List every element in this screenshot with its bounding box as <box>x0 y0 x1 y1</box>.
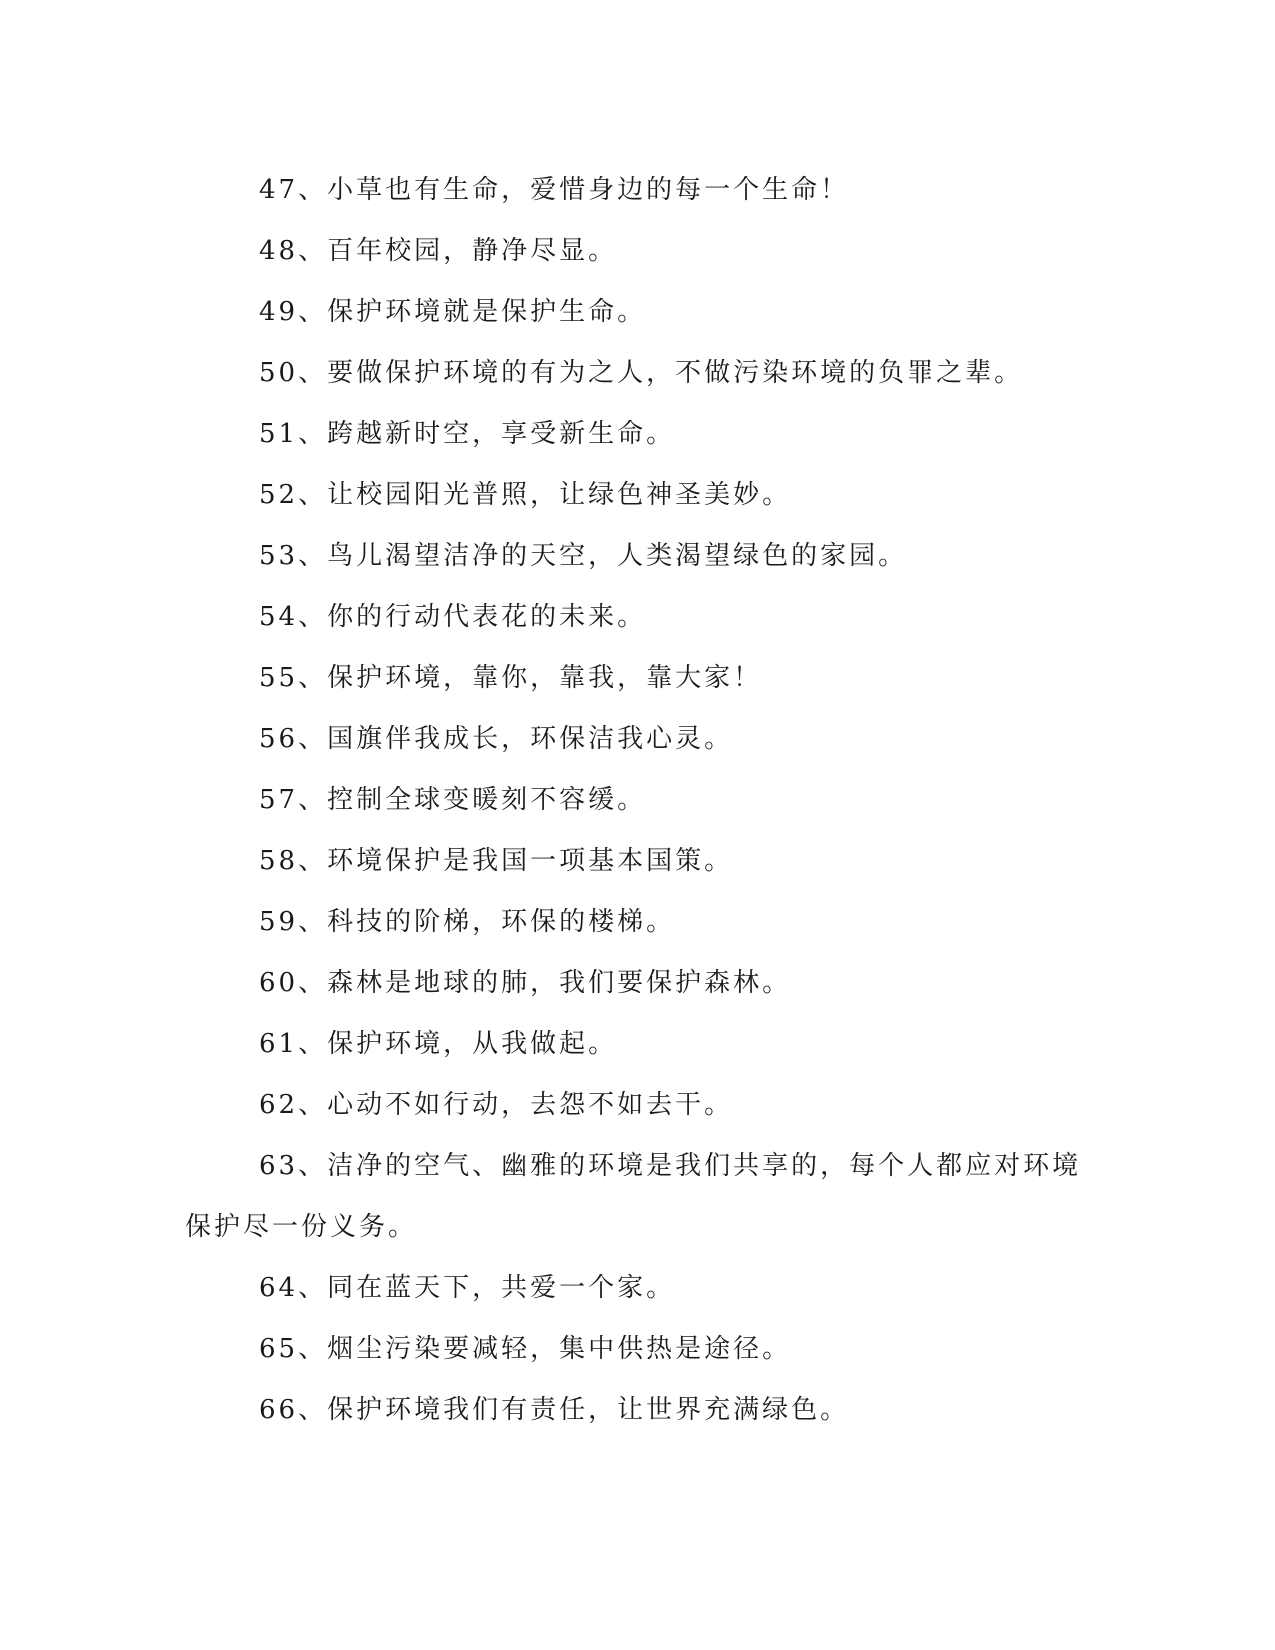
slogan-57: 57、控制全球变暖刻不容缓。 <box>259 785 647 815</box>
slogan-55: 55、保护环境，靠你，靠我，靠大家！ <box>259 663 763 693</box>
slogan-53: 53、鸟儿渴望洁净的天空，人类渴望绿色的家园。 <box>259 541 908 571</box>
slogan-66: 66、保护环境我们有责任，让世界充满绿色。 <box>259 1395 850 1425</box>
slogan-48: 48、百年校园，静净尽显。 <box>259 236 618 266</box>
slogan-63: 63、洁净的空气、幽雅的环境是我们共享的，每个人都应对环境保护尽一份义务。 <box>185 1151 1082 1242</box>
slogan-49: 49、保护环境就是保护生命。 <box>259 297 647 327</box>
slogan-60: 60、森林是地球的肺，我们要保护森林。 <box>259 968 792 998</box>
slogan-61: 61、保护环境，从我做起。 <box>259 1029 618 1059</box>
slogan-65: 65、烟尘污染要减轻，集中供热是途径。 <box>259 1334 792 1364</box>
slogan-64: 64、同在蓝天下，共爱一个家。 <box>259 1273 676 1303</box>
slogan-50: 50、要做保护环境的有为之人，不做污染环境的负罪之辈。 <box>259 358 1024 388</box>
slogan-62: 62、心动不如行动，去怨不如去干。 <box>259 1090 734 1120</box>
slogan-54: 54、你的行动代表花的未来。 <box>259 602 647 632</box>
slogan-52: 52、让校园阳光普照，让绿色神圣美妙。 <box>259 480 792 510</box>
slogan-51: 51、跨越新时空，享受新生命。 <box>259 419 676 449</box>
slogan-56: 56、国旗伴我成长，环保洁我心灵。 <box>259 724 734 754</box>
slogan-59: 59、科技的阶梯，环保的楼梯。 <box>259 907 676 937</box>
slogan-58: 58、环境保护是我国一项基本国策。 <box>259 846 734 876</box>
slogan-47: 47、小草也有生命，爱惜身边的每一个生命！ <box>259 175 850 205</box>
slogan-list <box>185 160 1085 1441</box>
